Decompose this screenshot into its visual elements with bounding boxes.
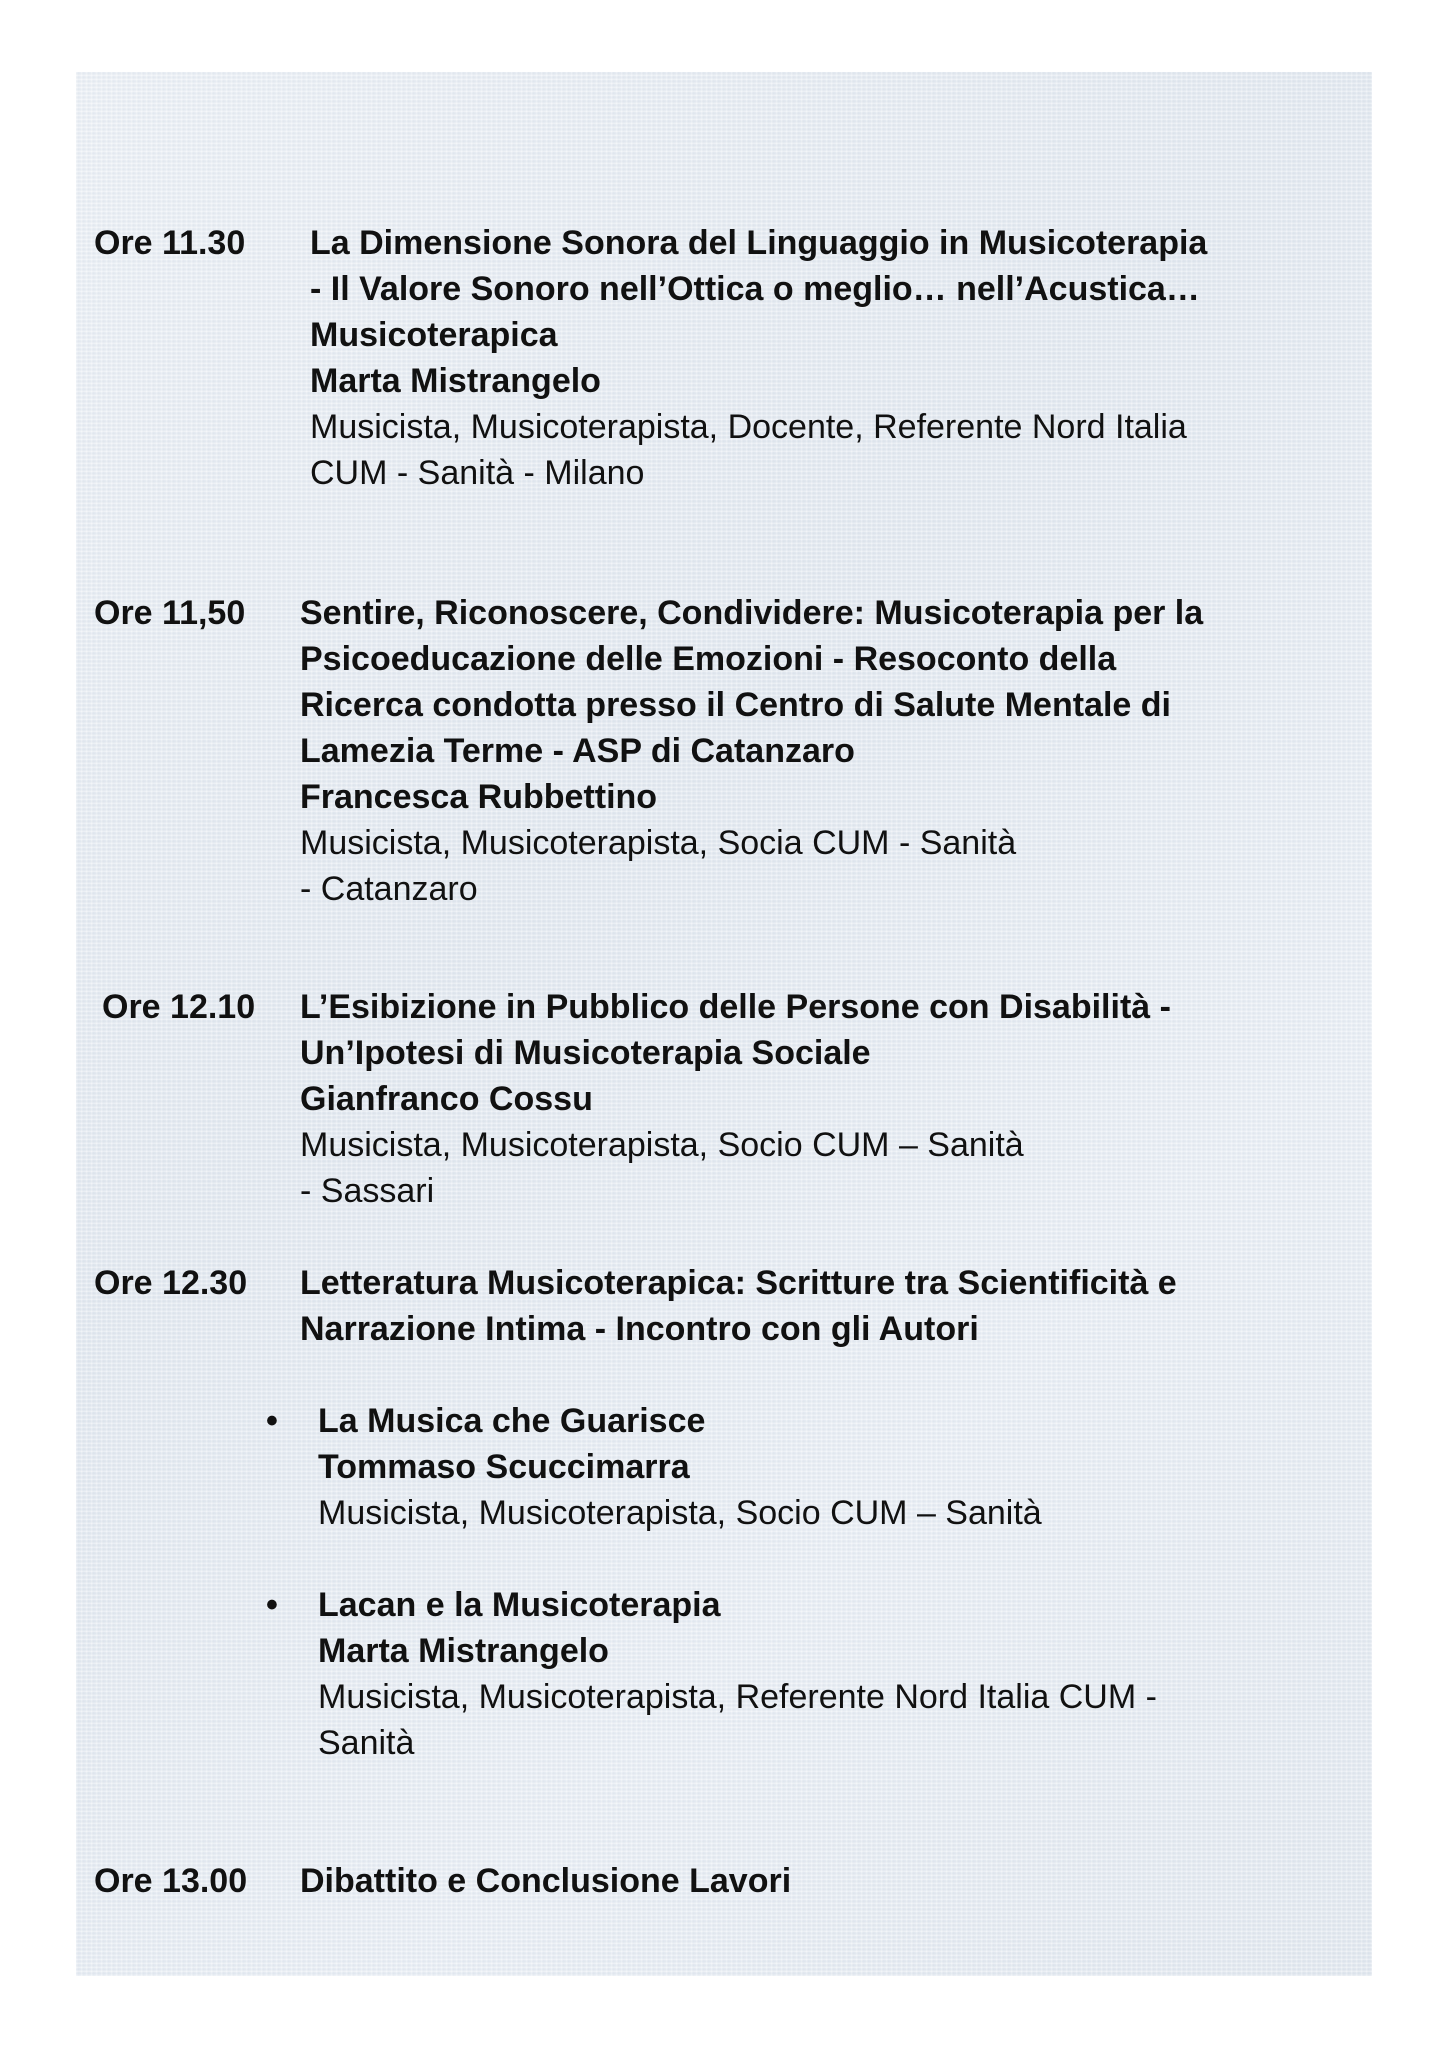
speaker-role-line: Musicista, Musicoterapista, Socio CUM – Sanità (318, 1494, 1042, 1532)
book-entry (318, 1582, 1157, 1766)
book-title: Lacan e la Musicoterapia (318, 1586, 721, 1624)
session-content (300, 984, 1171, 1214)
speaker-role-line: CUM - Sanità - Milano (310, 454, 645, 492)
session-title-line: Letteratura Musicoterapica: Scritture tra Scientificità e (300, 1264, 1177, 1302)
session-time: Ore 11.30 (94, 224, 246, 262)
session-title-line: Sentire, Riconoscere, Condividere: Musicoterapia per la (300, 594, 1204, 632)
bullet-icon: • (266, 1586, 278, 1624)
speaker-role-line: Musicista, Musicoterapista, Docente, Referente Nord Italia (310, 408, 1187, 446)
session-title-line: L’Esibizione in Pubblico delle Persone con Disabilità - (300, 988, 1171, 1026)
session-time: Ore 11,50 (94, 594, 246, 632)
speaker-role-line: Musicista, Musicoterapista, Socia CUM - Sanità (300, 824, 1017, 862)
speaker-role-line: Musicista, Musicoterapista, Referente Nord Italia CUM - (318, 1678, 1157, 1716)
speaker-name: Francesca Rubbettino (300, 778, 658, 816)
speaker-role-line: - Sassari (300, 1172, 435, 1210)
session-time: Ore 12.30 (94, 1264, 248, 1302)
session-content (310, 220, 1207, 496)
book-entry (318, 1398, 1042, 1536)
speaker-name: Tommaso Scuccimarra (318, 1448, 690, 1486)
session-title-line: - Il Valore Sonoro nell’Ottica o meglio… nell’Acustica… (310, 270, 1200, 308)
session-content (300, 1858, 791, 1904)
session-title-line: Narrazione Intima - Incontro con gli Autori (300, 1310, 979, 1348)
session-title-line: Psicoeducazione delle Emozioni - Resoconto della (300, 640, 1117, 678)
session-time: Ore 13.00 (94, 1862, 248, 1900)
session-content (300, 1260, 1177, 1352)
session-time: Ore 12.10 (102, 988, 256, 1026)
speaker-role-line: Sanità (318, 1724, 415, 1762)
session-title-line: Un’Ipotesi di Musicoterapia Sociale (300, 1034, 871, 1072)
speaker-name: Marta Mistrangelo (318, 1632, 609, 1670)
bullet-icon: • (266, 1402, 278, 1440)
speaker-role-line: - Catanzaro (300, 870, 478, 908)
document-page (76, 72, 1372, 1976)
session-title-line: La Dimensione Sonora del Linguaggio in Musicoterapia (310, 224, 1208, 262)
book-title: La Musica che Guarisce (318, 1402, 706, 1440)
speaker-name: Gianfranco Cossu (300, 1080, 593, 1118)
speaker-name: Marta Mistrangelo (310, 362, 601, 400)
session-title-line: Lamezia Terme - ASP di Catanzaro (300, 732, 855, 770)
session-title-line: Musicoterapica (310, 316, 558, 354)
session-title-line: Dibattito e Conclusione Lavori (300, 1862, 792, 1900)
session-content (300, 590, 1203, 912)
speaker-role-line: Musicista, Musicoterapista, Socio CUM – Sanità (300, 1126, 1024, 1164)
session-title-line: Ricerca condotta presso il Centro di Salute Mentale di (300, 686, 1171, 724)
